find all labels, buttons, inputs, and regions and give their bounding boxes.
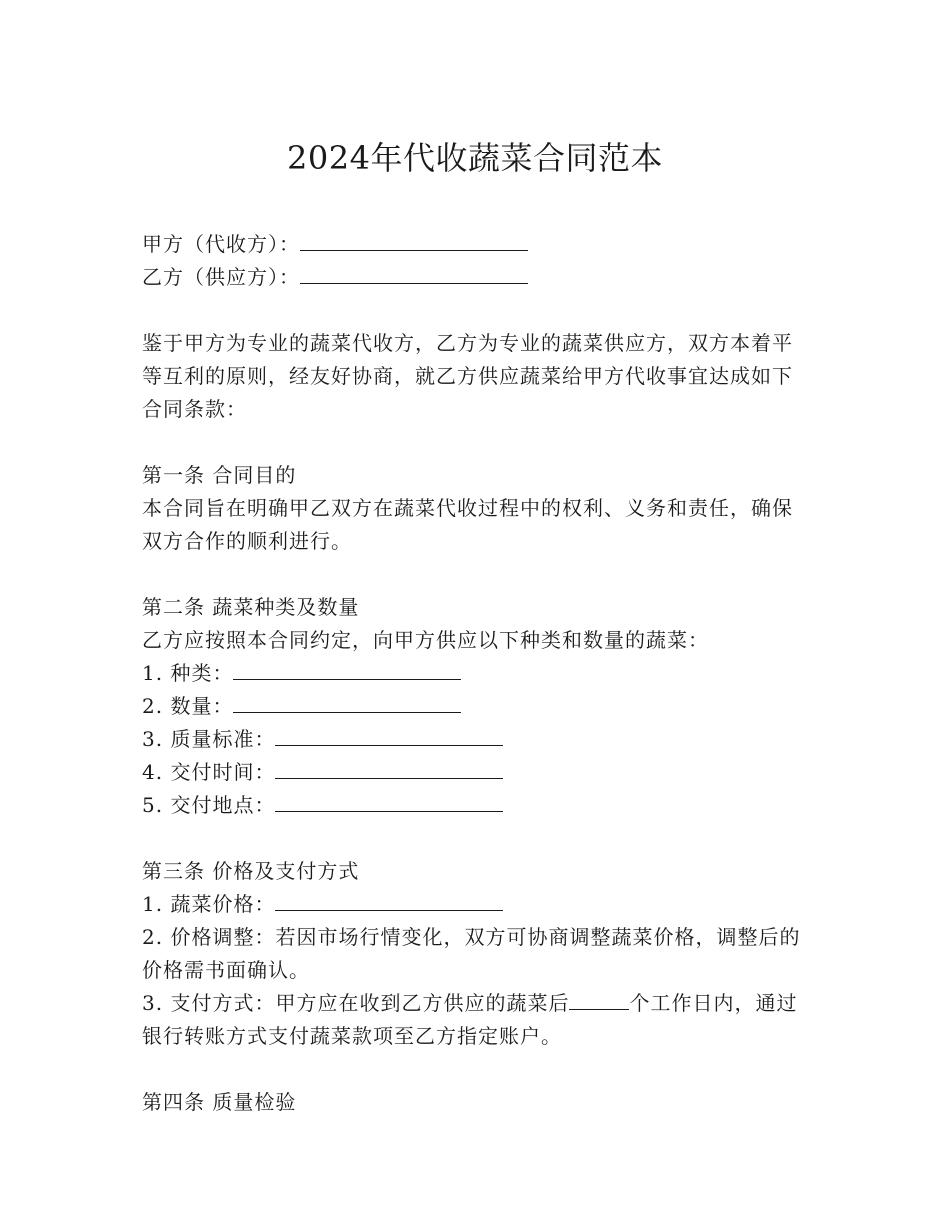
document-body bbox=[142, 228, 808, 1119]
item-label: 1. 种类： bbox=[142, 661, 234, 685]
article3-item-price bbox=[142, 888, 808, 921]
article2-item-delivery-place bbox=[142, 789, 808, 822]
article3-heading: 第三条 价格及支付方式 bbox=[142, 859, 360, 883]
item-label: 3. 质量标准： bbox=[142, 727, 276, 751]
article3-item-adjust: 2. 价格调整：若因市场行情变化，双方可协商调整蔬菜价格，调整后的价格需书面确认。 bbox=[142, 925, 801, 982]
article2-intro: 乙方应按照本合同约定，向甲方供应以下种类和数量的蔬菜： bbox=[142, 628, 709, 652]
fill-blank bbox=[275, 756, 503, 779]
article2-item-kind bbox=[142, 657, 808, 690]
article2-heading: 第二条 蔬菜种类及数量 bbox=[142, 595, 360, 619]
fill-blank bbox=[275, 723, 503, 746]
document-title: 2024年代收蔬菜合同范本 bbox=[287, 139, 663, 177]
article1-text: 本合同旨在明确甲乙双方在蔬菜代收过程中的权利、义务和责任，确保双方合作的顺利进行。 bbox=[142, 496, 793, 553]
item-label: 4. 交付时间： bbox=[142, 760, 276, 784]
party-b-label: 乙方（供应方）： bbox=[142, 265, 300, 289]
item-label: 5. 交付地点： bbox=[142, 793, 276, 817]
article3-item-payment bbox=[142, 987, 808, 1053]
party-b-blank bbox=[300, 261, 528, 284]
payment-text-after: 个工作日内，通过银行转账方式支付蔬菜款项至乙方指定账户。 bbox=[142, 991, 798, 1048]
item-label: 2. 数量： bbox=[142, 694, 234, 718]
fill-blank bbox=[275, 888, 503, 911]
fill-blank bbox=[233, 657, 461, 680]
party-a-blank bbox=[300, 228, 528, 251]
item-label: 1. 蔬菜价格： bbox=[142, 892, 276, 916]
article2-item-delivery-time bbox=[142, 756, 808, 789]
preamble: 鉴于甲方为专业的蔬菜代收方，乙方为专业的蔬菜供应方，双方本着平等互利的原则，经友好协商，就乙方供应蔬菜给甲方代收事宜达成如下合同条款： bbox=[142, 331, 793, 421]
article2-item-quantity bbox=[142, 690, 808, 723]
fill-blank bbox=[275, 789, 503, 812]
payment-text-before: 3. 支付方式：甲方应在收到乙方供应的蔬菜后 bbox=[142, 991, 570, 1015]
party-a-line bbox=[142, 228, 808, 261]
party-b-line bbox=[142, 261, 808, 294]
days-blank bbox=[569, 987, 629, 1010]
fill-blank bbox=[233, 690, 461, 713]
party-a-label: 甲方（代收方）： bbox=[142, 232, 300, 256]
article1-heading: 第一条 合同目的 bbox=[142, 463, 297, 487]
article4-heading: 第四条 质量检验 bbox=[142, 1090, 297, 1114]
article2-item-quality bbox=[142, 723, 808, 756]
